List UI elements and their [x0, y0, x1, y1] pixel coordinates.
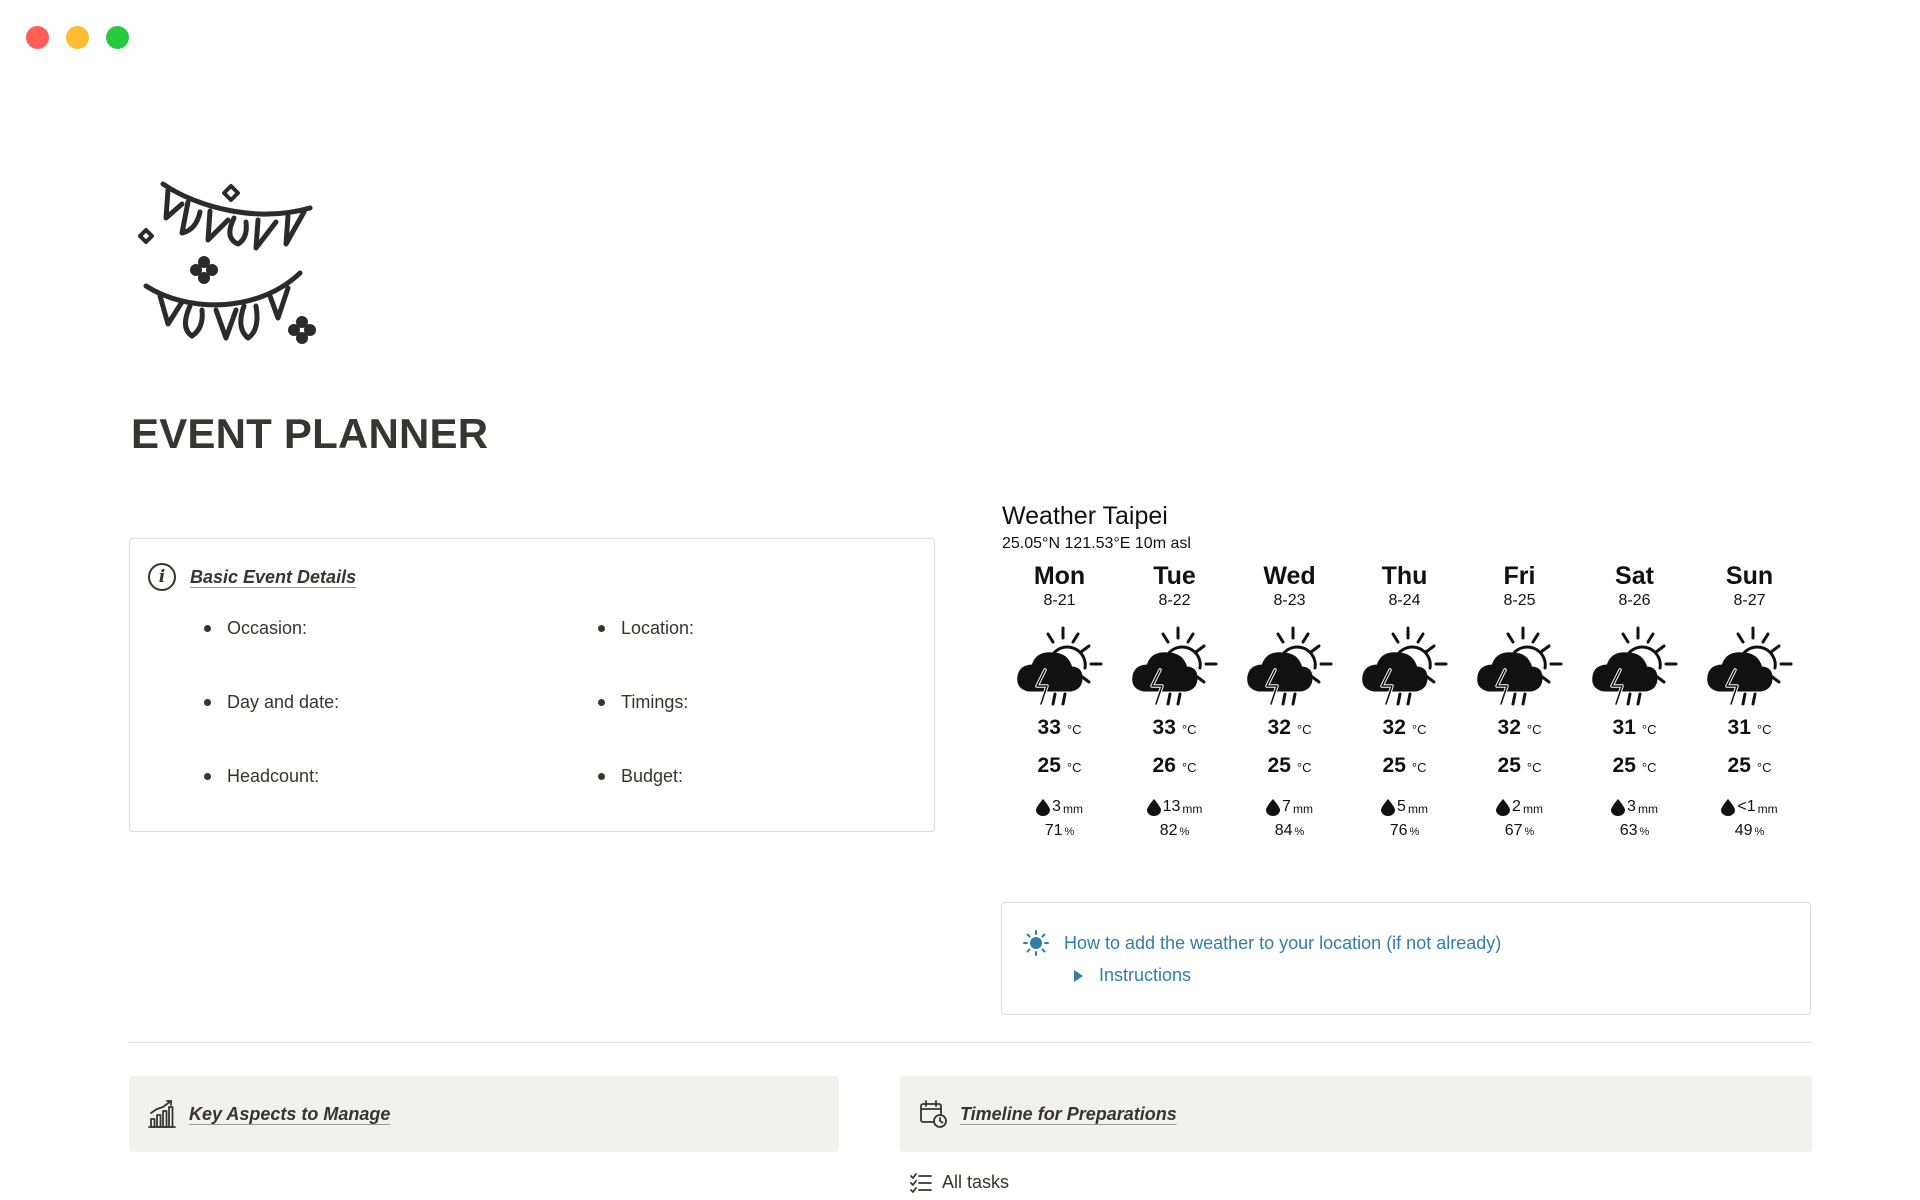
precipitation: [1577, 792, 1692, 822]
day-name: Sat: [1615, 562, 1654, 590]
high-temp-value: 31: [1612, 716, 1636, 739]
details-title-link[interactable]: Basic Event Details: [190, 566, 357, 587]
day-name: Fri: [1503, 562, 1536, 590]
howto-text: How to add the weather to your location (if not already): [1064, 932, 1502, 953]
humidity: [1577, 822, 1692, 848]
precip-value: 2: [1512, 798, 1521, 815]
precip-unit: mm: [1407, 802, 1428, 816]
forecast-day-wed: [1232, 562, 1347, 848]
all-tasks-view[interactable]: [910, 1172, 1009, 1193]
precipitation: [1347, 792, 1462, 822]
weather-widget: [1002, 502, 1812, 839]
precip-unit: mm: [1522, 802, 1543, 816]
raindrop-icon: [1381, 799, 1395, 816]
forecast-day-sat: [1577, 562, 1692, 848]
low-temp: [1577, 754, 1692, 792]
high-temp-value: 32: [1497, 716, 1521, 739]
low-temp: [1002, 754, 1117, 792]
high-temp: [1692, 716, 1807, 754]
precip-value: 3: [1052, 798, 1061, 815]
humidity-unit: %: [1754, 826, 1765, 838]
forecast-day-thu: [1347, 562, 1462, 848]
humidity-unit: %: [1409, 826, 1420, 838]
day-date: 8-25: [1503, 592, 1536, 609]
temp-unit: °C: [1181, 722, 1197, 737]
basic-details-callout: [129, 538, 935, 832]
temp-unit: °C: [1526, 722, 1542, 737]
precipitation: [1462, 792, 1577, 822]
detail-occasion[interactable]: Occasion:: [204, 617, 598, 639]
raindrop-icon: [1266, 799, 1280, 816]
precip-value: 5: [1397, 798, 1406, 815]
precip-unit: mm: [1182, 802, 1203, 816]
precip-unit: mm: [1637, 802, 1658, 816]
forecast-day-tue: [1117, 562, 1232, 848]
low-temp: [1347, 754, 1462, 792]
temp-unit: °C: [1296, 760, 1312, 775]
low-temp-value: 25: [1382, 754, 1406, 777]
temp-unit: °C: [1411, 722, 1427, 737]
detail-headcount[interactable]: Headcount:: [204, 765, 598, 787]
temp-unit: °C: [1756, 722, 1772, 737]
raindrop-icon: [1721, 799, 1735, 816]
info-icon: i: [148, 563, 176, 591]
low-temp-value: 25: [1612, 754, 1636, 777]
humidity-unit: %: [1179, 826, 1190, 838]
forecast-day-sun: [1692, 562, 1807, 848]
raindrop-icon: [1147, 799, 1161, 816]
calendar-clock-icon: [918, 1099, 948, 1129]
low-temp: [1692, 754, 1807, 792]
thunderstorm-sun-icon: [1130, 624, 1220, 714]
humidity: [1117, 822, 1232, 848]
toggle-triangle-icon[interactable]: [1074, 970, 1083, 982]
temp-unit: °C: [1756, 760, 1772, 775]
precip-value: 7: [1282, 798, 1291, 815]
humidity-value: 84: [1274, 822, 1293, 839]
weather-howto-callout: [1001, 902, 1811, 1015]
low-temp-value: 25: [1497, 754, 1521, 777]
temp-unit: °C: [1526, 760, 1542, 775]
day-name: Wed: [1263, 562, 1316, 590]
humidity-unit: %: [1524, 826, 1535, 838]
temp-unit: °C: [1641, 722, 1657, 737]
low-temp: [1232, 754, 1347, 792]
precip-value: 13: [1162, 798, 1181, 815]
high-temp: [1002, 716, 1117, 754]
precip-value: <1: [1737, 798, 1756, 815]
maximize-window-button[interactable]: [106, 26, 129, 49]
precip-value: 3: [1627, 798, 1636, 815]
low-temp-value: 25: [1037, 754, 1061, 777]
humidity-unit: %: [1639, 826, 1650, 838]
day-date: 8-26: [1618, 592, 1651, 609]
all-tasks-label[interactable]: All tasks: [942, 1172, 1010, 1192]
raindrop-icon: [1611, 799, 1625, 816]
humidity-unit: %: [1064, 826, 1075, 838]
thunderstorm-sun-icon: [1245, 624, 1335, 714]
detail-day-and-date[interactable]: Day and date:: [204, 691, 598, 713]
precipitation: [1692, 792, 1807, 822]
key-aspects-link[interactable]: Key Aspects to Manage: [189, 1103, 391, 1124]
high-temp: [1232, 716, 1347, 754]
temp-unit: °C: [1641, 760, 1657, 775]
day-date: 8-24: [1388, 592, 1421, 609]
page-title: EVENT PLANNER: [131, 410, 489, 457]
temp-unit: °C: [1066, 760, 1082, 775]
high-temp-value: 32: [1267, 716, 1291, 739]
low-temp-value: 25: [1267, 754, 1291, 777]
day-date: 8-27: [1733, 592, 1766, 609]
low-temp: [1117, 754, 1232, 792]
humidity-unit: %: [1294, 826, 1305, 838]
section-divider: [129, 1042, 1812, 1043]
high-temp-value: 33: [1037, 716, 1061, 739]
humidity-value: 76: [1389, 822, 1408, 839]
timeline-callout: [900, 1076, 1812, 1152]
window-controls: [26, 26, 129, 49]
thunderstorm-sun-icon: [1475, 624, 1565, 714]
day-name: Thu: [1381, 562, 1428, 590]
raindrop-icon: [1496, 799, 1510, 816]
high-temp: [1462, 716, 1577, 754]
forecast-day-fri: [1462, 562, 1577, 848]
sun-icon: [1022, 929, 1050, 957]
high-temp-value: 32: [1382, 716, 1406, 739]
detail-budget[interactable]: Budget:: [598, 765, 898, 787]
humidity-value: 82: [1159, 822, 1178, 839]
humidity-value: 67: [1504, 822, 1523, 839]
minimize-window-button[interactable]: [66, 26, 89, 49]
high-temp: [1117, 716, 1232, 754]
humidity-value: 63: [1619, 822, 1638, 839]
details-header: [148, 563, 356, 591]
weather-title: Weather Taipei: [1002, 502, 1168, 530]
humidity-value: 49: [1734, 822, 1753, 839]
instructions-toggle[interactable]: [1074, 965, 1191, 986]
day-date: 8-23: [1273, 592, 1306, 609]
temp-unit: °C: [1066, 722, 1082, 737]
humidity: [1002, 822, 1117, 848]
humidity-value: 71: [1044, 822, 1063, 839]
thunderstorm-sun-icon: [1015, 624, 1105, 714]
timeline-link[interactable]: Timeline for Preparations: [960, 1103, 1177, 1124]
weather-coords: 25.05°N 121.53°E 10m asl: [1002, 535, 1191, 552]
day-date: 8-22: [1158, 592, 1191, 609]
precipitation: [1002, 792, 1117, 822]
low-temp-value: 25: [1727, 754, 1751, 777]
forecast-day-mon: [1002, 562, 1117, 848]
day-name: Mon: [1033, 562, 1086, 590]
instructions-label[interactable]: Instructions: [1099, 965, 1192, 985]
forecast-row: [1002, 562, 1807, 848]
temp-unit: °C: [1296, 722, 1312, 737]
precip-unit: mm: [1757, 802, 1778, 816]
precipitation: [1232, 792, 1347, 822]
thunderstorm-sun-icon: [1360, 624, 1450, 714]
precipitation: [1117, 792, 1232, 822]
howto-row: [1022, 929, 1501, 957]
high-temp-value: 33: [1152, 716, 1176, 739]
humidity: [1347, 822, 1462, 848]
close-window-button[interactable]: [26, 26, 49, 49]
raindrop-icon: [1036, 799, 1050, 816]
day-date: 8-21: [1043, 592, 1076, 609]
details-list: [204, 617, 898, 787]
low-temp: [1462, 754, 1577, 792]
key-aspects-callout: [129, 1076, 839, 1152]
temp-unit: °C: [1411, 760, 1427, 775]
thunderstorm-sun-icon: [1590, 624, 1680, 714]
humidity: [1232, 822, 1347, 848]
day-name: Tue: [1153, 562, 1196, 590]
temp-unit: °C: [1181, 760, 1197, 775]
low-temp-value: 26: [1152, 754, 1176, 777]
humidity: [1692, 822, 1807, 848]
high-temp-value: 31: [1727, 716, 1751, 739]
high-temp: [1347, 716, 1462, 754]
precip-unit: mm: [1062, 802, 1083, 816]
humidity: [1462, 822, 1577, 848]
precip-unit: mm: [1292, 802, 1313, 816]
detail-location[interactable]: Location:: [598, 617, 898, 639]
high-temp: [1577, 716, 1692, 754]
detail-timings[interactable]: Timings:: [598, 691, 898, 713]
party-bunting-icon[interactable]: [138, 178, 318, 356]
bar-chart-icon: [147, 1099, 177, 1129]
day-name: Sun: [1725, 562, 1774, 590]
checklist-icon: [910, 1173, 932, 1193]
thunderstorm-sun-icon: [1705, 624, 1795, 714]
